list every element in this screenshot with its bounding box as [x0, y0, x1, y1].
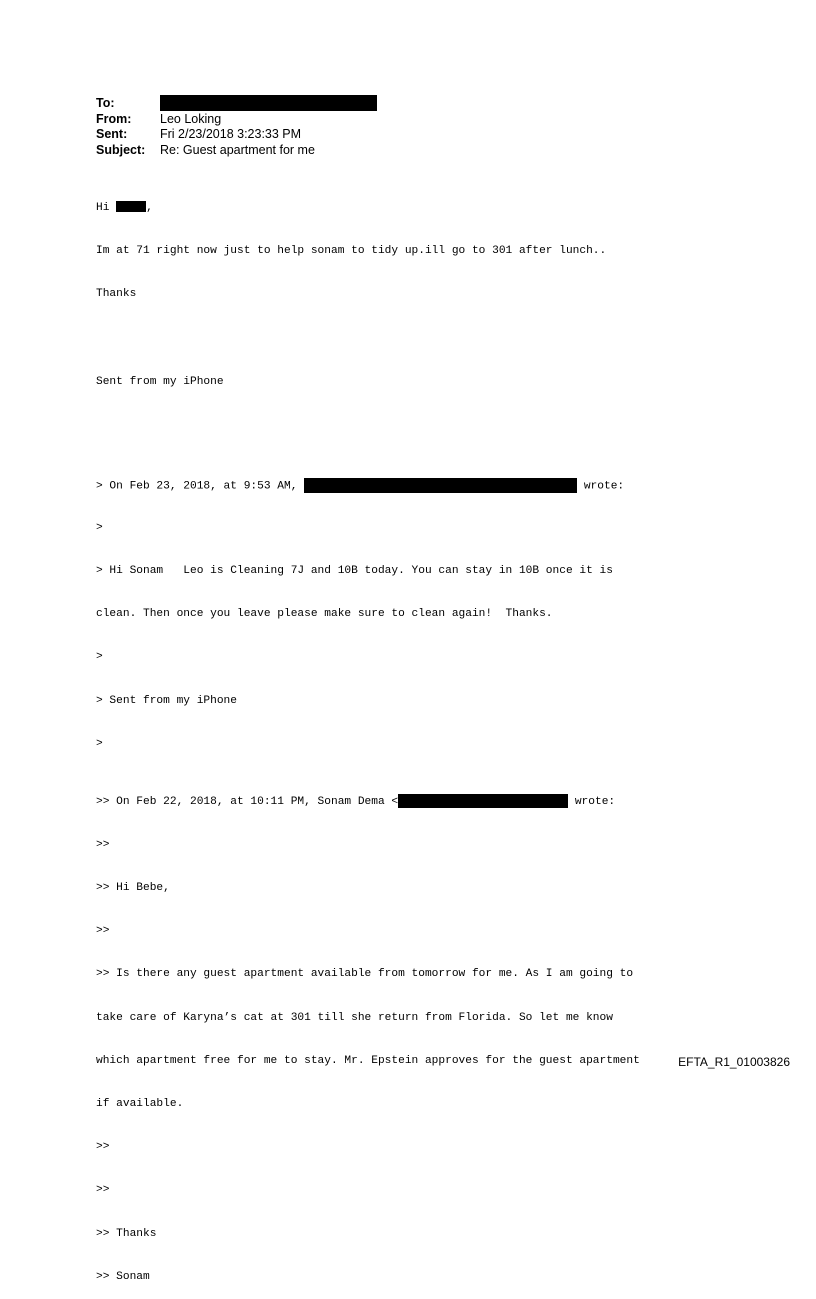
- quote-header-suffix: wrote:: [577, 480, 625, 493]
- quote-line: >> Thanks: [96, 1227, 157, 1240]
- quote-line: if available.: [96, 1097, 184, 1110]
- redaction-box: [116, 201, 146, 212]
- from-value: Leo Loking: [160, 111, 222, 126]
- to-value: [160, 96, 377, 112]
- signature-line: Sent from my iPhone: [96, 376, 224, 389]
- quote-header-text: >> On Feb 22, 2018, at 10:11 PM, Sonam Dema <: [96, 796, 399, 809]
- quote-line: >>: [96, 1141, 110, 1154]
- quote-line: >: [96, 521, 103, 534]
- quote-line: > Hi Sonam Leo is Cleaning 7J and 10B today. You can stay in 10B once it is: [96, 565, 613, 578]
- greeting-text: Hi: [96, 201, 117, 214]
- quote-header: [96, 794, 640, 808]
- redaction-box: [304, 478, 577, 493]
- quote-header-text: > On Feb 23, 2018, at 9:53 AM,: [96, 480, 305, 493]
- quote-line: >> Is there any guest apartment available from tomorrow for me. As I am going to: [96, 968, 634, 981]
- email-body: [96, 172, 640, 1299]
- quote-line: which apartment free for me to stay. Mr. Epstein approves for the guest apartment: [96, 1054, 640, 1067]
- redaction-box: [398, 794, 568, 808]
- message-line: Thanks: [96, 288, 137, 301]
- quote-line: > Sent from my iPhone: [96, 694, 237, 707]
- quote-line: >> Hi Bebe,: [96, 881, 170, 894]
- redaction-box: [160, 95, 377, 111]
- greeting-line: Hi ,: [96, 201, 153, 214]
- quote-line: >>: [96, 925, 110, 938]
- document-id: EFTA_R1_01003826: [678, 1055, 790, 1069]
- quote-line: >: [96, 651, 103, 664]
- quote-header-suffix: wrote:: [568, 796, 616, 809]
- quote-line: >>: [96, 838, 110, 851]
- message-line: Im at 71 right now just to help sonam to tidy up.ill go to 301 after lunch..: [96, 245, 607, 258]
- to-label: To:: [96, 96, 115, 110]
- quote-line: >: [96, 737, 103, 750]
- quote-header: [96, 478, 640, 492]
- sent-label: Sent:: [96, 127, 128, 141]
- subject-label: Subject:: [96, 142, 146, 157]
- sent-value: Fri 2/23/2018 3:23:33 PM: [160, 127, 302, 141]
- quote-line: clean. Then once you leave please make sure to clean again! Thanks.: [96, 608, 553, 621]
- quote-line: >> Sonam: [96, 1270, 150, 1283]
- quote-line: take care of Karyna’s cat at 301 till she return from Florida. So let me know: [96, 1011, 613, 1024]
- quote-line: >>: [96, 1184, 110, 1197]
- from-label: From:: [96, 111, 132, 126]
- subject-value: Re: Guest apartment for me: [160, 142, 315, 157]
